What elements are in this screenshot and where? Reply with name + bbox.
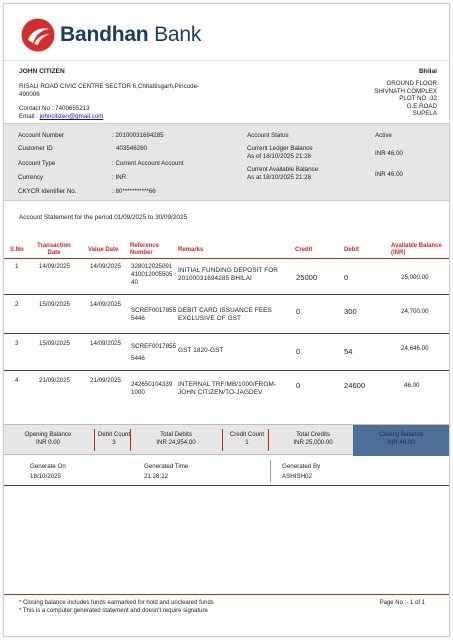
customer-contact: Contact No : 7400655213 bbox=[19, 105, 90, 112]
col-header-sno: S.No bbox=[10, 247, 24, 253]
row-3-txn-date: 15/09/2025 bbox=[39, 340, 70, 347]
footer-note: * Closing balance includes funds earmarked for hold and uncleared funds bbox=[19, 600, 214, 606]
row-3-reference: SCREF0017855 5446 bbox=[131, 343, 177, 362]
row-4-balance: 46.00 bbox=[404, 382, 420, 389]
row-2-reference: SCREF0017855 5446 bbox=[131, 307, 177, 322]
ckycr-label: CKYCR Identifier No. bbox=[18, 188, 77, 195]
footer-notes bbox=[19, 600, 214, 616]
row-4-credit: 0 bbox=[296, 381, 301, 390]
summary-separator bbox=[268, 429, 269, 451]
credit-count: Credit Count 1 bbox=[229, 431, 265, 446]
generated-divider bbox=[4, 485, 449, 486]
branch-line: PLOT NO -32 bbox=[399, 95, 437, 103]
row-divider bbox=[4, 294, 449, 295]
row-4-sno: 4 bbox=[15, 377, 19, 384]
row-2-debit: 300 bbox=[344, 307, 357, 316]
ckycr-id: : 80***********66 bbox=[112, 188, 156, 195]
currency-label: Currency bbox=[18, 174, 44, 181]
generated-separator bbox=[270, 460, 271, 482]
branch-line: G.E.ROAD bbox=[406, 102, 437, 110]
customer-address: RISALI ROAD CIVIC CENTRE SECTOR 6,Chhattisgarh,Pincode-490006 bbox=[19, 83, 200, 98]
generated-on: Generate On 18/10/2025 bbox=[30, 463, 66, 480]
footer-divider bbox=[4, 594, 449, 595]
col-header-balance: Available Balance (INR) bbox=[391, 243, 442, 256]
row-2-sno: 2 bbox=[15, 301, 19, 308]
row-1-reference: 328012025091 410012005505 40 bbox=[131, 263, 173, 286]
col-header-remarks: Remarks bbox=[178, 247, 204, 253]
summary-separator bbox=[130, 429, 131, 451]
statement-period: Account Statement for the period 01/09/2025 to 30/09/2025 bbox=[19, 214, 188, 221]
row-1-sno: 1 bbox=[15, 263, 19, 270]
row-3-credit: 0 bbox=[296, 347, 301, 356]
total-credits: Total Credits INR 25,000.00 bbox=[293, 431, 333, 446]
customer-id-label: Customer ID bbox=[18, 145, 53, 152]
branch-info bbox=[277, 68, 437, 117]
summary-bar bbox=[4, 424, 449, 455]
ledger-balance-label: Current Ledger Balance As of 18/10/2025 21:28 bbox=[247, 145, 313, 160]
account-number-label: Account Number bbox=[18, 132, 65, 139]
account-status-label: Account Status bbox=[247, 132, 289, 139]
account-details bbox=[4, 123, 449, 201]
branch-line: SHIVNATH COMPLEX bbox=[374, 87, 437, 95]
customer-email: Email : johncitizen@gmail.com bbox=[19, 113, 104, 120]
account-type-label: Account Type bbox=[18, 160, 56, 167]
row-4-value-date: 21/09/2025 bbox=[90, 377, 121, 384]
bank-logo bbox=[21, 18, 201, 52]
row-2-txn-date: 15/09/2025 bbox=[39, 301, 70, 308]
statement-page bbox=[3, 3, 450, 637]
row-1-txn-date: 14/09/2025 bbox=[39, 263, 70, 270]
row-4-debit: 24600 bbox=[344, 381, 366, 390]
header-rule bbox=[4, 258, 449, 259]
bank-name: Bandhan Bank bbox=[60, 23, 202, 46]
col-header-credit: Credit bbox=[295, 247, 313, 253]
opening-balance: Opening Balance INR 0.00 bbox=[24, 431, 72, 446]
bank-logo-icon bbox=[21, 18, 55, 52]
branch-name: Bhilai bbox=[419, 68, 437, 75]
total-debits: Total Debits INR 24,954.00 bbox=[156, 431, 196, 446]
closing-balance: Closing Balance INR 46.00 bbox=[353, 425, 449, 456]
ledger-balance: INR 46.00 bbox=[375, 150, 403, 157]
available-balance-label: Current Available Balance As at 18/10/2025 21:28 bbox=[247, 166, 319, 181]
row-1-balance: 25,000.00 bbox=[401, 274, 429, 281]
customer-name: JOHN CITIZEN bbox=[19, 68, 65, 75]
generated-by: Generated By ASHISH02 bbox=[282, 463, 321, 480]
page-number: Page No :- 1 of 1 bbox=[379, 600, 425, 606]
row-1-remarks: INITIAL FUNDING DEPOSIT FOR 20100031694285 BHILAI bbox=[178, 267, 278, 282]
col-header-debit: Debit bbox=[344, 247, 359, 253]
generated-time: Generated Time 21:28:12 bbox=[144, 463, 189, 480]
row-1-value-date: 14/09/2025 bbox=[90, 263, 121, 270]
row-2-value-date: 14/09/2025 bbox=[90, 301, 121, 308]
branch-line: SUPELA bbox=[412, 110, 437, 118]
row-3-balance: 24,646.00 bbox=[401, 345, 429, 352]
customer-id: 403546280 bbox=[116, 145, 147, 152]
customer-info bbox=[19, 68, 219, 121]
row-divider bbox=[4, 370, 449, 371]
row-4-txn-date: 21/09/2025 bbox=[39, 377, 70, 384]
branch-line: GROUND FLOOR bbox=[386, 80, 437, 88]
row-1-credit: 25000 bbox=[296, 273, 318, 282]
col-header-txn-date: Transaction Date bbox=[37, 243, 71, 256]
col-header-reference: Reference Number bbox=[130, 243, 160, 256]
currency: : INR bbox=[112, 174, 127, 181]
row-2-balance: 24,700.00 bbox=[401, 308, 429, 315]
row-3-sno: 3 bbox=[15, 340, 19, 347]
email-link[interactable]: johncitizen@gmail.com bbox=[39, 113, 104, 120]
available-balance: INR 46.00 bbox=[375, 171, 403, 178]
row-4-remarks: INTERNAL TRF/MB/1000/FROM- JOHN CITIZEN/TO-JAGDEV bbox=[178, 381, 277, 396]
debit-count: Debit Count 3 bbox=[97, 431, 131, 446]
row-divider bbox=[4, 333, 449, 334]
summary-separator bbox=[222, 429, 223, 451]
account-status: Active bbox=[375, 132, 392, 139]
row-3-value-date: 14/09/2025 bbox=[90, 340, 121, 347]
row-3-remarks: GST 1820-GST bbox=[178, 347, 224, 354]
row-2-remarks: DEBIT CARD ISSUANCE FEES EXCLUSIVE OF GST bbox=[178, 307, 272, 322]
account-type: : Current Account Account bbox=[112, 160, 184, 167]
row-2-credit: 0 bbox=[296, 307, 301, 316]
row-3-debit: 54 bbox=[344, 347, 353, 356]
account-number: : 20100031694285 bbox=[112, 132, 164, 139]
row-1-debit: 0 bbox=[344, 273, 349, 282]
col-header-value-date: Value Date bbox=[88, 247, 119, 253]
header-divider bbox=[4, 60, 449, 61]
footer-note: * This is a computer generated statement and doesn't require signature bbox=[19, 607, 208, 614]
row-4-reference: 242650104339 1000 bbox=[131, 381, 173, 396]
